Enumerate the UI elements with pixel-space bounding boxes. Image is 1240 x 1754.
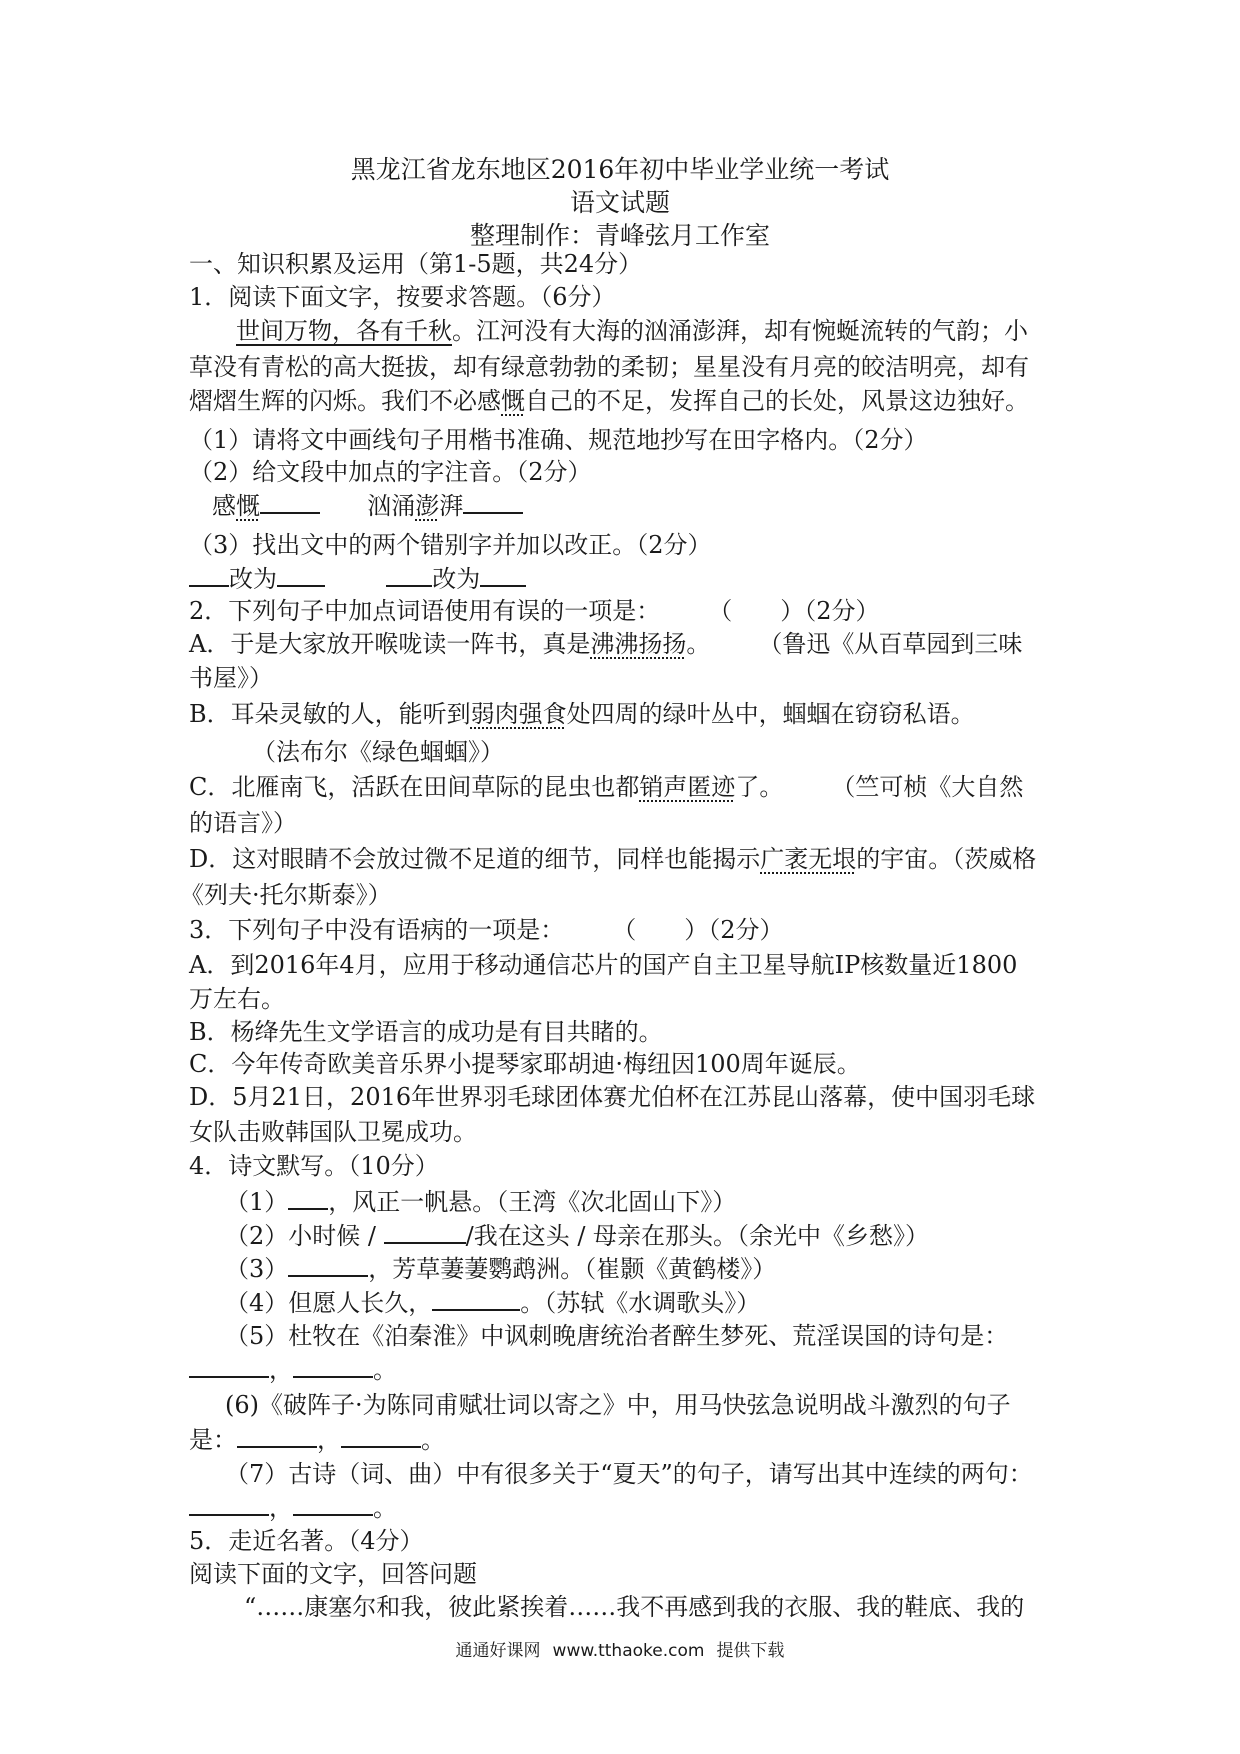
dotted-phrase: 弱肉强食: [470, 700, 567, 728]
answer-blank[interactable]: [189, 563, 229, 587]
q3-stem: 3．下列句子中没有语病的一项是： （ ）（2分）: [189, 916, 784, 944]
q1-sub1: （1）请将文中画线句子用楷书准确、规范地抄写在田字格内。（2分）: [189, 426, 928, 454]
q1-passage-line1: 世间万物，各有千秋。江河没有大海的汹涌澎湃，却有惋蜒流转的气韵；小: [236, 317, 1028, 345]
q1-stem: 1．阅读下面文字，按要求答题。（6分）: [189, 283, 616, 311]
answer-blank[interactable]: [260, 490, 320, 514]
q3-option-c: C．今年传奇欧美音乐界小提琴家耶胡迪·梅纽因100周年诞辰。: [189, 1050, 861, 1078]
exam-subtitle: 语文试题: [569, 188, 670, 217]
q2-option-a-cont: 书屋》）: [189, 664, 273, 692]
q3-option-d: D．5月21日，2016年世界羽毛球团体赛尤伯杯在江苏昆山落幕，使中国羽毛球: [189, 1083, 1036, 1111]
q4-item-2: （2）小时候 / /我在这头 / 母亲在那头。（余光中《乡愁》）: [225, 1222, 930, 1250]
producer-credit: 整理制作：青峰弦月工作室: [469, 221, 770, 250]
footer-site: 通通好课网: [455, 1641, 541, 1661]
dotted-phrase: 销声匿迹: [639, 773, 736, 801]
q2-option-c-cont: 的语言》）: [189, 809, 297, 837]
q3-option-a: A．到2016年4月，应用于移动通信芯片的国产自主卫星导航IP核数量近1800: [189, 951, 1018, 979]
section-heading: 一、知识积累及运用（第1-5题，共24分）: [189, 250, 643, 278]
q4-item-3: （3） ，芳草萋萋鹦鹉洲。（崔颢《黄鹤楼》）: [225, 1255, 777, 1283]
underlined-sentence: 世间万物，各有千秋: [236, 317, 452, 345]
q1-sub3: （3）找出文中的两个错别字并加以改正。（2分）: [189, 531, 712, 559]
q2-option-d: D．这对眼睛不会放过微不足道的细节，同样也能揭示广袤无垠的宇宙。（茨威格: [189, 845, 1037, 873]
q5-instruction: 阅读下面的文字，回答问题: [189, 1560, 477, 1588]
footer-note: 提供下载: [716, 1641, 785, 1661]
dotted-phrase: 沸沸扬扬: [590, 630, 687, 658]
dotted-phrase: 广袤无垠: [760, 845, 857, 873]
q5-excerpt: “……康塞尔和我，彼此紧挨着……我不再感到我的衣服、我的鞋底、我的: [244, 1593, 1025, 1621]
q4-item-6: (6)《破阵子·为陈同甫赋壮词以寄之》中，用马快弦急说明战斗激烈的句子: [225, 1391, 1011, 1419]
footer-url[interactable]: www.tthaoke.com: [552, 1641, 705, 1661]
q2-option-d-cont: 《列夫·托尔斯泰》）: [180, 881, 392, 909]
answer-blank[interactable]: [277, 563, 325, 587]
q2-option-a: A．于是大家放开喉咙读一阵书，真是沸沸扬扬。 （鲁迅《从百草园到三味: [189, 630, 1023, 658]
answer-blank[interactable]: [463, 490, 523, 514]
q2-option-c: C．北雁南飞，活跃在田间草际的昆虫也都销声匿迹了。 （竺可桢《大自然: [189, 773, 1024, 801]
answer-blank[interactable]: [189, 1354, 269, 1378]
exam-title: 黑龙江省龙东地区2016年初中毕业学业统一考试: [350, 155, 890, 184]
q1-sub2-answers: 感慨 汹涌澎湃: [212, 490, 523, 521]
q4-item-5-answers: ， 。: [189, 1354, 397, 1385]
q2-option-b-cont: （法布尔《绿色蝈蝈》）: [252, 738, 504, 766]
dotted-char: 澎: [415, 492, 440, 520]
answer-blank[interactable]: [189, 1492, 269, 1516]
q3-option-a-cont: 万左右。: [189, 985, 285, 1013]
answer-blank[interactable]: [237, 1424, 317, 1448]
answer-blank[interactable]: [480, 563, 526, 587]
q3-option-d-cont: 女队击败韩国队卫冕成功。: [189, 1118, 477, 1146]
q2-stem: 2．下列句子中加点词语使用有误的一项是： （ ）（2分）: [189, 597, 880, 625]
answer-blank[interactable]: [386, 563, 432, 587]
q4-item-1: （1） ，风正一帆悬。（王湾《次北固山下》）: [225, 1188, 737, 1216]
q1-passage-line3: 熠熠生辉的闪烁。我们不必感慨自己的不足，发挥自己的长处，风景这边独好。: [189, 387, 1029, 415]
q4-item-4: （4）但愿人长久， 。（苏轼《水调歌头》）: [225, 1289, 761, 1317]
page-footer: [0, 1636, 1240, 1661]
answer-blank[interactable]: [341, 1424, 421, 1448]
dotted-char: 慨: [236, 492, 260, 520]
q4-item-6-answers: 是： ， 。: [189, 1426, 445, 1454]
q3-option-b: B．杨绛先生文学语言的成功是有目共睹的。: [189, 1018, 663, 1046]
answer-blank[interactable]: [288, 1186, 328, 1210]
answer-blank[interactable]: [432, 1287, 520, 1311]
q1-sub2: （2）给文段中加点的字注音。（2分）: [189, 458, 592, 486]
q4-item-5: （5）杜牧在《泊秦淮》中讽刺晚唐统治者醉生梦死、荒淫误国的诗句是：: [225, 1322, 1009, 1350]
q1-passage-line2: 草没有青松的高大挺拔，却有绿意勃勃的柔韧；星星没有月亮的皎洁明亮，却有: [189, 353, 1029, 381]
q4-item-7: （7）古诗（词、曲）中有很多关于“夏天”的句子，请写出其中连续的两句：: [225, 1460, 1033, 1488]
q4-item-7-answers: ， 。: [189, 1492, 397, 1523]
answer-blank[interactable]: [288, 1253, 368, 1277]
q5-stem: 5．走近名著。（4分）: [189, 1527, 424, 1555]
answer-blank[interactable]: [293, 1354, 373, 1378]
q2-option-b: B．耳朵灵敏的人，能听到弱肉强食处四周的绿叶丛中，蝈蝈在窃窃私语。: [189, 700, 975, 728]
q1-sub3-answers: 改为 改为: [189, 563, 526, 594]
q4-stem: 4．诗文默写。（10分）: [189, 1152, 439, 1180]
answer-blank[interactable]: [293, 1492, 373, 1516]
answer-blank[interactable]: [384, 1220, 466, 1244]
dotted-char: 慨: [501, 387, 525, 415]
